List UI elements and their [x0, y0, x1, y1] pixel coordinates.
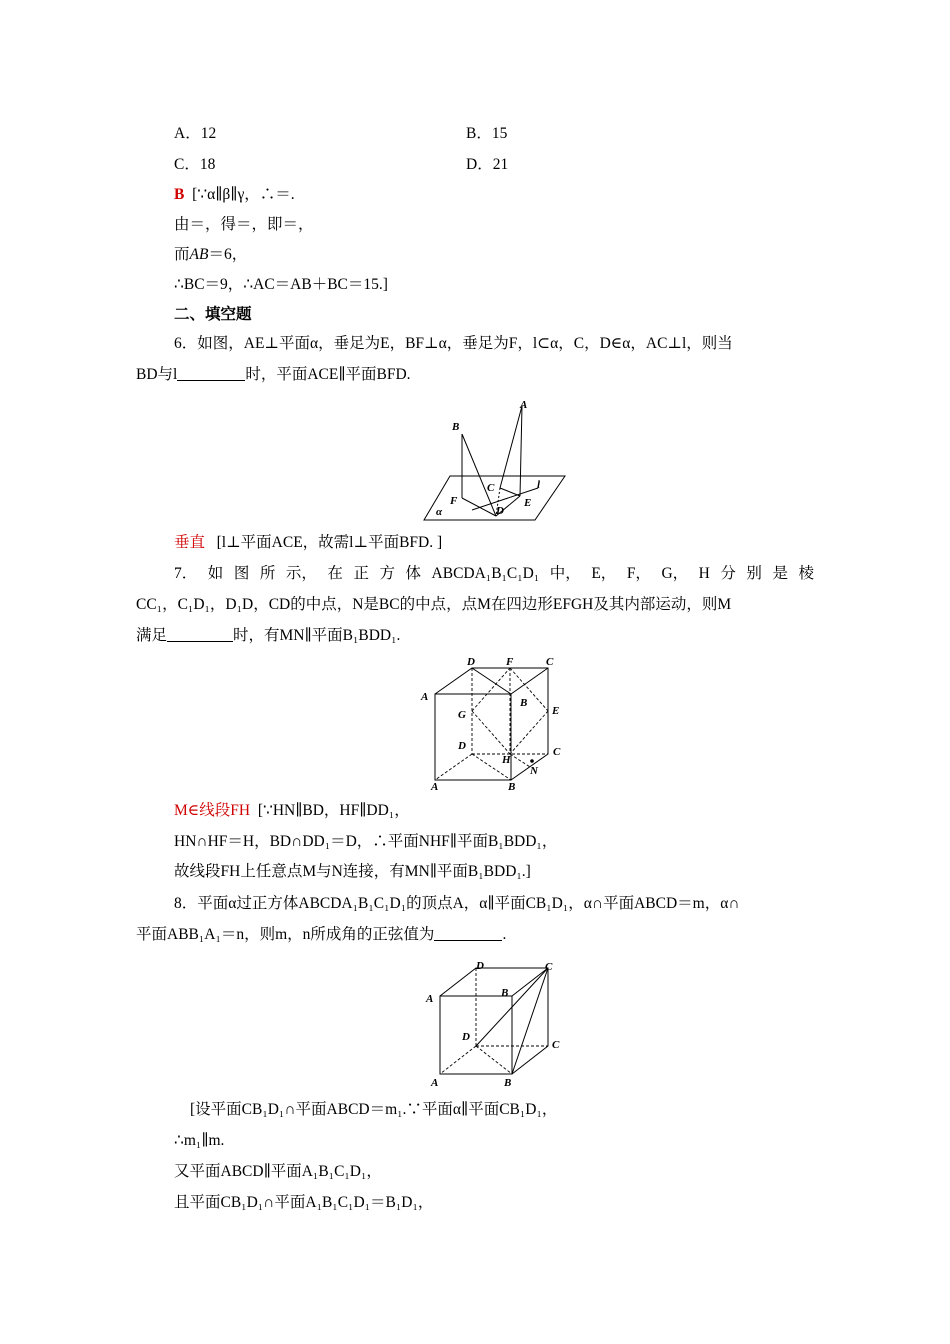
q7-token: G， — [661, 565, 689, 582]
q5-answer-letter: B — [174, 186, 185, 203]
fig7-label-g: G — [458, 709, 466, 721]
q7-expl1: [∵HN∥BD，HF∥DD₁， — [257, 802, 410, 819]
q7-line3 — [136, 626, 400, 646]
fig7-label-b1: B — [520, 697, 528, 709]
q6-line2 — [136, 365, 411, 385]
q6-line2-post: 时，平面ACE∥平面BFD. — [245, 366, 411, 383]
q7-token: 别 — [746, 565, 762, 582]
q5-line3-var: AB — [189, 246, 209, 263]
q8-expl1: [设平面CB₁D₁∩平面ABCD＝m₁.∵平面α∥平面CB₁D₁， — [190, 1101, 558, 1118]
q5-answer-text: [∵α∥β∥γ，∴＝. — [192, 186, 295, 203]
q7-token: 棱 — [798, 565, 814, 582]
fig8-label-d1: D — [462, 1031, 470, 1043]
fig6-label-l: l — [537, 479, 541, 491]
fig6-label-c: C — [487, 482, 495, 494]
q5-answer-line3 — [174, 245, 247, 265]
q8-expl2: ∴m₁∥m. — [174, 1132, 225, 1149]
q8-expl4: 且平面CB₁D₁∩平面A₁B₁C₁D₁＝B₁D₁， — [174, 1194, 434, 1211]
q7-token: E， — [591, 565, 617, 582]
option-b: B．15 — [466, 125, 508, 142]
q6-explanation: [l⊥平面ACE，故需l⊥平面BFD. ] — [216, 534, 443, 551]
figure-cube-7 — [412, 656, 572, 796]
q7-answer-line — [174, 801, 410, 821]
q7-answer-blank — [167, 627, 233, 642]
fig6-label-alpha: α — [436, 506, 443, 518]
q7-token: 是 — [772, 565, 788, 582]
q7-expl2: HN∩HF＝H，BD∩DD₁＝D，∴平面NHF∥平面B₁BDD₁， — [174, 833, 558, 850]
q8-line1: 8．平面α过正方体ABCDA₁B₁C₁D₁的顶点A，α∥平面CB₁D₁，α∩平面ABCD＝m，α∩ — [174, 895, 740, 912]
section-title: 二、填空题 — [174, 306, 252, 323]
fig8-label-a: A — [426, 993, 434, 1005]
q7-token: ABCDA₁B₁C₁D₁ — [431, 565, 540, 582]
fig8-label-c: C — [545, 961, 553, 973]
figure-planes — [420, 396, 570, 522]
fig6-label-b: B — [452, 421, 460, 433]
option-a: A．12 — [174, 125, 217, 142]
fig6-label-a: A — [520, 399, 528, 411]
fig7-label-n: N — [530, 765, 538, 777]
fig8-label-d: D — [476, 960, 484, 972]
fig7-label-d1: D — [467, 656, 475, 668]
q7-token: 图 — [233, 565, 250, 582]
q5-line3-prefix: 而 — [174, 246, 190, 263]
q8-expl3: 又平面ABCD∥平面A₁B₁C₁D₁， — [174, 1163, 382, 1180]
fig8-label-a1: A — [431, 1077, 439, 1089]
q8-answer-blank — [434, 926, 502, 941]
q5-answer-line2: 由＝，得＝，即＝， — [174, 216, 314, 233]
q6-line2-pre: BD与l — [136, 366, 178, 383]
fig7-label-e: E — [552, 705, 560, 717]
fig7-label-h: H — [502, 754, 511, 766]
q7-expl3: 故线段FH上任意点M与N连接，有MN∥平面B₁BDD₁.] — [174, 863, 531, 880]
q7-token: H — [698, 565, 710, 582]
fig7-label-b: B — [508, 781, 516, 793]
q7-token: 体 — [405, 565, 422, 582]
q7-line2: CC₁，C₁D₁，D₁D，CD的中点，N是BC的中点，点M在四边形EFGH及其内部运动，则M — [136, 596, 732, 613]
fig7-label-c: C — [553, 746, 561, 758]
q7-token: 7． — [174, 565, 198, 582]
figure-cube-8 — [420, 958, 570, 1092]
q7-token: 方 — [379, 565, 395, 582]
q7-token: 所 — [259, 565, 276, 582]
option-d: D．21 — [466, 156, 509, 173]
q7-token: F， — [626, 565, 651, 582]
q6-answer: 垂直 — [174, 534, 206, 551]
fig7-label-c1: C — [546, 656, 554, 668]
fig6-label-f: F — [450, 495, 458, 507]
q7-token: 在 — [327, 565, 343, 582]
q6-line1: 6．如图，AE⊥平面α，垂足为E，BF⊥α，垂足为F，l⊂α，C，D∈α，AC⊥l，则当 — [174, 335, 733, 352]
fig8-label-c1: C — [552, 1039, 560, 1051]
q7-token: 中， — [549, 565, 581, 582]
q8-line2 — [136, 925, 506, 945]
q5-answer-line4: ∴BC＝9，∴AC＝AB＋BC＝15.] — [174, 276, 388, 293]
fig7-label-a: A — [431, 781, 439, 793]
q5-answer-line1 — [174, 185, 295, 205]
q6-answer-blank — [177, 366, 245, 381]
fig6-label-e: E — [524, 497, 532, 509]
fig6-label-d: D — [496, 505, 504, 517]
fig7-label-f: F — [506, 656, 514, 668]
fig7-label-d: D — [458, 740, 466, 752]
q7-answer: M∈线段FH — [174, 802, 251, 819]
fig8-label-b1: B — [504, 1077, 512, 1089]
q5-line3-rest: ＝6， — [208, 246, 248, 263]
q7-token: 如 — [207, 565, 224, 582]
q7-token: 示， — [285, 565, 317, 582]
q8-line2-post: . — [502, 926, 507, 943]
q8-line2-pre: 平面ABB₁A₁＝n，则m，n所成角的正弦值为 — [136, 926, 435, 943]
q7-line3-post: 时，有MN∥平面B₁BDD₁. — [233, 627, 401, 644]
q7-line3-pre: 满足 — [136, 627, 168, 644]
q7-token: 分 — [720, 565, 736, 582]
q7-line1 — [174, 564, 814, 584]
fig8-label-b: B — [501, 987, 509, 999]
fig7-label-a1: A — [421, 691, 429, 703]
q6-answer-line — [174, 533, 442, 553]
q7-token: 正 — [353, 565, 369, 582]
option-c: C．18 — [174, 156, 216, 173]
